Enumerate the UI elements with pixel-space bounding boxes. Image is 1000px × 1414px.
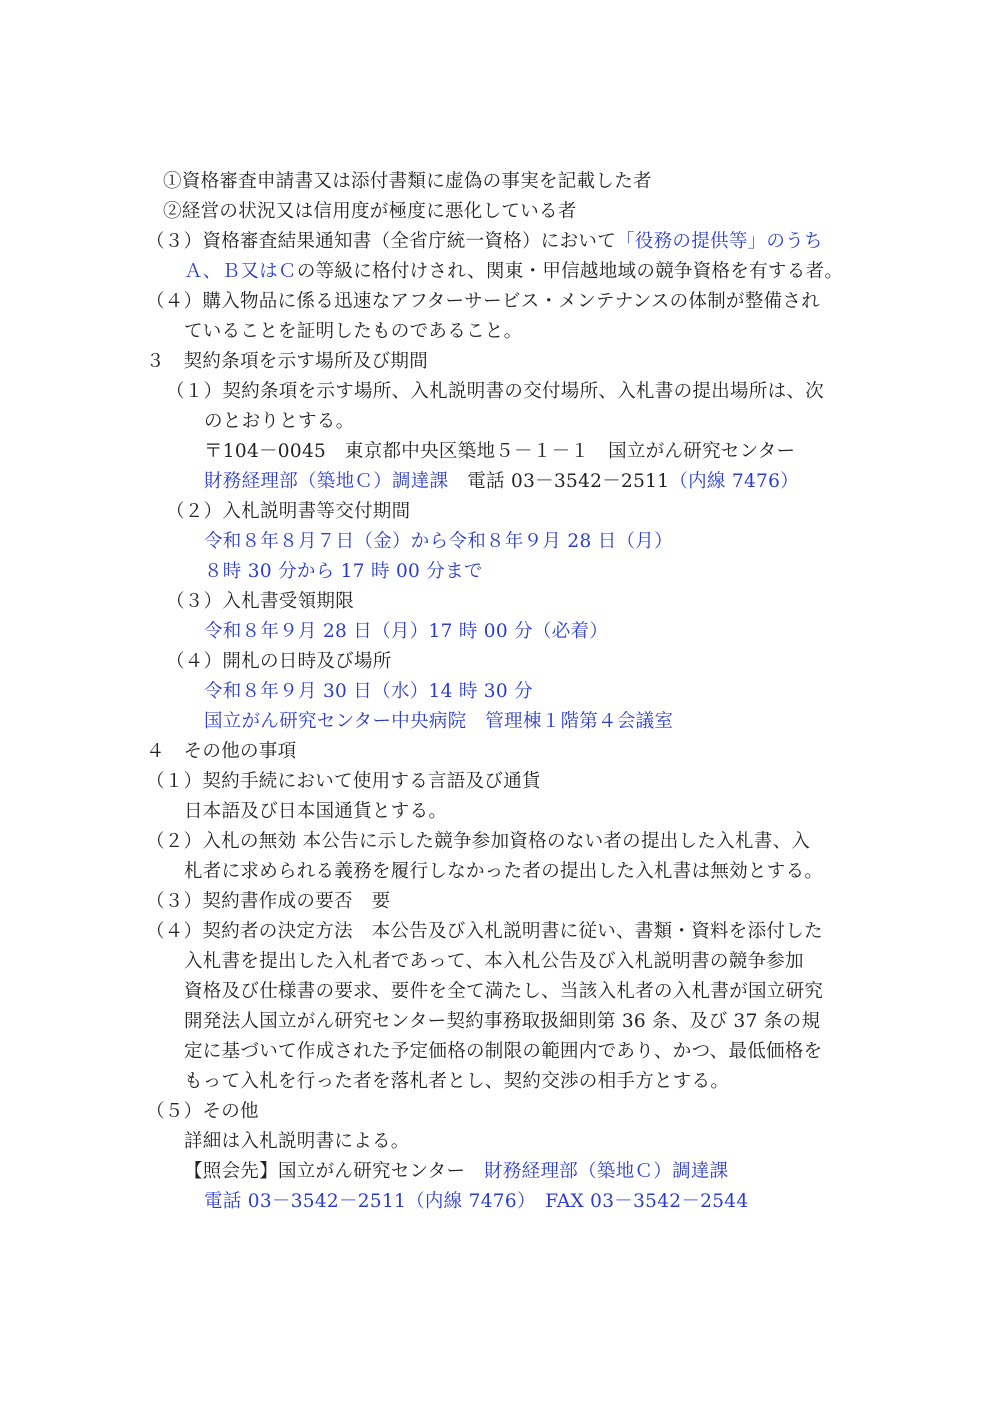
- distribution-period-hours: ８時 30 分から 17 時 00 分まで: [204, 561, 483, 582]
- section-3-heading: ３ 契約条項を示す場所及び期間: [146, 351, 429, 372]
- bid-deadline: 令和８年９月 28 日（月）17 時 00 分（必着）: [204, 621, 609, 642]
- section-3-item-1-line-1: （１）契約条項を示す場所、入札説明書の交付場所、入札書の提出場所は、次: [166, 381, 825, 402]
- phone-number: 電話 03－3542－2511: [467, 471, 670, 492]
- section-4-item-4-line-6: もって入札を行った者を落札者とし、契約交渉の相手方とする。: [184, 1071, 730, 1092]
- service-category: 「役務の提供等」のうち: [616, 231, 823, 252]
- section-3-item-4-heading: （４）開札の日時及び場所: [166, 651, 392, 672]
- section-4-item-5-body: 詳細は入札説明書による。: [184, 1131, 410, 1152]
- contact-label: 【照会先】国立がん研究センター: [184, 1161, 466, 1182]
- section-3-item-2-heading: （２）入札説明書等交付期間: [166, 501, 411, 522]
- section-4-item-1-heading: （１）契約手続において使用する言語及び通貨: [146, 771, 541, 792]
- qualification-clause-3-tail: の等級に格付けされ、関東・甲信越地域の競争資格を有する者。: [296, 261, 844, 282]
- section-4-item-2-line-2: 札者に求められる義務を履行しなかった者の提出した入札書は無効とする。: [184, 861, 824, 882]
- department-phone: [204, 467, 799, 497]
- qualification-clause-3-line-1: [146, 227, 823, 257]
- distribution-period-dates: 令和８年８月７日（金）から令和８年９月 28 日（月）: [204, 531, 673, 552]
- section-4-item-4-line-1: （４）契約者の決定方法 本公告及び入札説明書に従い、書類・資料を添付した: [146, 921, 823, 942]
- opening-datetime: 令和８年９月 30 日（水）14 時 30 分: [204, 681, 533, 702]
- disqualification-item-2: ②経営の状況又は信用度が極度に悪化している者: [163, 201, 577, 222]
- contact-line: [184, 1157, 728, 1187]
- section-3-item-1-line-2: のとおりとする。: [204, 411, 355, 432]
- address: 〒104－0045 東京都中央区築地５－１－１ 国立がん研究センター: [204, 441, 796, 462]
- section-4-item-4-line-2: 入札書を提出した入札者であって、本入札公告及び入札説明書の競争参加: [184, 951, 804, 972]
- section-4-item-2-line-1: （２）入札の無効 本公告に示した競争参加資格のない者の提出した入札書、入: [146, 831, 811, 852]
- section-4-item-1-body: 日本語及び日本国通貨とする。: [184, 801, 448, 822]
- opening-place: 国立がん研究センター中央病院 管理棟１階第４会議室: [204, 711, 674, 732]
- department-name: 財務経理部（築地Ｃ）調達課: [204, 471, 449, 492]
- contact-phone-fax: 電話 03－3542－2511（内線 7476） FAX 03－3542－2544: [204, 1191, 749, 1212]
- qualification-clause-3-line-2: [184, 257, 843, 287]
- section-4-item-5-heading: （５）その他: [146, 1101, 259, 1122]
- section-3-item-3-heading: （３）入札書受領期限: [166, 591, 355, 612]
- section-4-item-4-line-3: 資格及び仕様書の要求、要件を全て満たし、当該入札者の入札書が国立研究: [184, 981, 824, 1002]
- contact-department: 財務経理部（築地Ｃ）調達課: [484, 1161, 729, 1182]
- section-4-item-4-line-5: 定に基づいて作成された予定価格の制限の範囲内であり、かつ、最低価格を: [184, 1041, 823, 1062]
- grade-list: Ａ、Ｂ又はＣ: [184, 261, 297, 282]
- phone-extension: （内線 7476）: [669, 471, 799, 492]
- qualification-clause-4-line-1: （４）購入物品に係る迅速なアフターサービス・メンテナンスの体制が整備され: [146, 291, 821, 312]
- qualification-clause-3-lead: （３）資格審査結果通知書（全省庁統一資格）において: [146, 231, 617, 252]
- qualification-clause-4-line-2: ていることを証明したものであること。: [184, 321, 523, 342]
- section-4-heading: ４ その他の事項: [146, 741, 297, 762]
- disqualification-item-1: ①資格審査申請書又は添付書類に虚偽の事実を記載した者: [163, 171, 652, 192]
- section-4-item-4-line-4: 開発法人国立がん研究センター契約事務取扱細則第 36 条、及び 37 条の規: [184, 1011, 821, 1032]
- section-4-item-3: （３）契約書作成の要否 要: [146, 891, 391, 912]
